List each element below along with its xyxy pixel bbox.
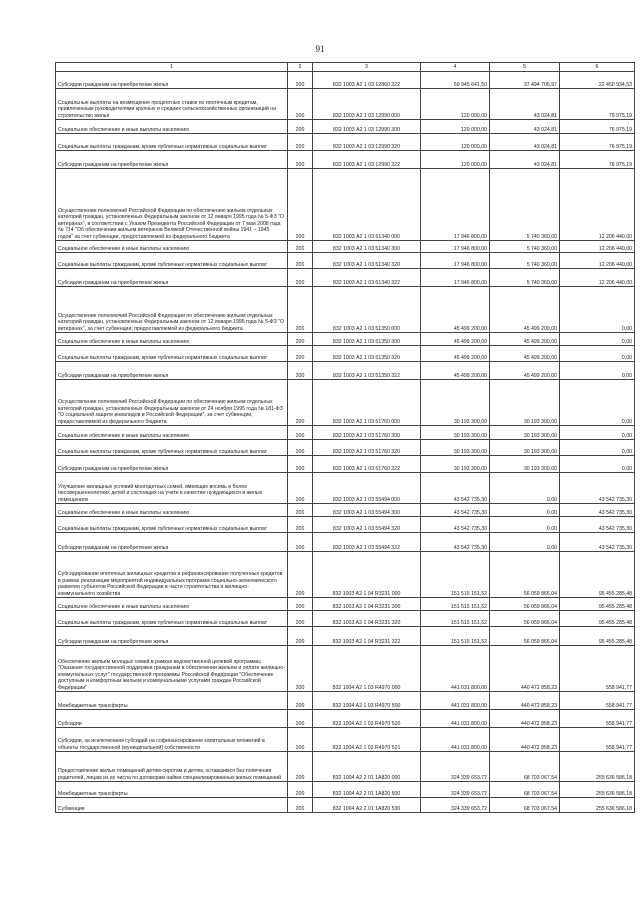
budget-code-cell: 832 1004 А2 1 03 R4970 520 xyxy=(313,710,421,728)
executed-amount-cell: 45 499 200,00 xyxy=(490,333,560,346)
executed-amount-cell: 5 740 360,00 xyxy=(490,253,560,269)
unexecuted-amount-cell: 0,00 xyxy=(560,333,635,346)
approved-amount-cell: 151 515 151,52 xyxy=(421,552,490,598)
table-row xyxy=(56,241,635,253)
table-row xyxy=(56,798,635,813)
expense-name-cell: Обеспечение жильем молодых семей в рамках ведомственной целевой программы "Оказание государственной поддержки гражданам в обеспечении жильем и оплате жилищно-коммунальных услуг" государственной программы Российской Федерации "Обеспечение доступным и комфортным жильем и коммунальными услугами граждан Российской Федерации" xyxy=(56,646,288,692)
approved-amount-cell: 45 499 200,00 xyxy=(421,346,490,362)
expense-name-cell: Субсидирование ипотечных жилищных кредитов и рефинансирование полученных кредитов в рамках реализации мероприятий индивидуальных программ социально-экономического развития субъектов Российской Федерации в части строительства и жилищно-коммунального хозяйства xyxy=(56,552,288,598)
unexecuted-amount-cell: 0,00 xyxy=(560,380,635,426)
budget-code-cell: 832 1003 А2 1 03 51350 320 xyxy=(313,346,421,362)
row-code-cell: 200 xyxy=(288,269,313,287)
row-code-cell: 200 xyxy=(288,253,313,269)
row-code-cell: 200 xyxy=(288,504,313,517)
row-code-cell: 200 xyxy=(288,692,313,710)
approved-amount-cell: 59 945 641,50 xyxy=(421,72,490,89)
column-header-4: 4 xyxy=(421,63,490,72)
budget-code-cell: 832 1003 А2 1 03 12990 000 xyxy=(313,89,421,120)
row-code-cell: 200 xyxy=(288,169,313,241)
expense-name-cell: Социальное обеспечение и иные выплаты населению xyxy=(56,598,288,611)
budget-code-cell: 832 1003 А2 1 03 51340 322 xyxy=(313,269,421,287)
budget-code-cell: 832 1003 А2 1 03 12990 322 xyxy=(313,151,421,169)
unexecuted-amount-cell: 43 542 735,30 xyxy=(560,517,635,533)
executed-amount-cell: 68 703 067,54 xyxy=(490,782,560,798)
budget-code-cell: 832 1003 А2 1 04 R3231 322 xyxy=(313,627,421,646)
expense-name-cell: Осуществление полномочий Российской Федерации по обеспечению жильем отдельных категорий граждан, установленных Федеральным законом от 12 января 1995 года № 5-ФЗ "О ветеранах", в соответствии с Указом Президента Российской Федерации от 7 мая 2008 года № 714 "Об обеспечении жильем ветеранов Великой Отечественной войны 1941 – 1945 годов" за счет субвенции, предоставляемой из федерального бюджета xyxy=(56,169,288,241)
executed-amount-cell: 43 024,81 xyxy=(490,89,560,120)
executed-amount-cell: 43 024,81 xyxy=(490,134,560,151)
approved-amount-cell: 441 031 800,00 xyxy=(421,728,490,752)
approved-amount-cell: 120 000,00 xyxy=(421,151,490,169)
table-row xyxy=(56,611,635,627)
executed-amount-cell: 45 499 200,00 xyxy=(490,287,560,333)
table-row xyxy=(56,287,635,333)
row-code-cell: 200 xyxy=(288,440,313,456)
executed-amount-cell: 440 472 858,23 xyxy=(490,710,560,728)
expense-name-cell: Социальное обеспечение и иные выплаты населению xyxy=(56,426,288,440)
unexecuted-amount-cell: 95 455 285,48 xyxy=(560,552,635,598)
column-header-1: 1 xyxy=(56,63,288,72)
expense-name-cell: Субсидии гражданам на приобретение жилья xyxy=(56,151,288,169)
budget-code-cell: 832 1003 А2 1 03 12990 320 xyxy=(313,134,421,151)
row-code-cell: 200 xyxy=(288,611,313,627)
table-row xyxy=(56,456,635,473)
table-row xyxy=(56,89,635,120)
executed-amount-cell: 30 193 300,00 xyxy=(490,440,560,456)
executed-amount-cell: 5 740 360,00 xyxy=(490,169,560,241)
row-code-cell: 200 xyxy=(288,552,313,598)
row-code-cell: 200 xyxy=(288,241,313,253)
expense-name-cell: Социальные выплаты гражданам, кроме публичных нормативных социальных выплат xyxy=(56,134,288,151)
approved-amount-cell: 43 542 735,30 xyxy=(421,504,490,517)
row-code-cell: 200 xyxy=(288,346,313,362)
row-code-cell: 200 xyxy=(288,380,313,426)
expense-name-cell: Социальное обеспечение и иные выплаты населению xyxy=(56,120,288,134)
unexecuted-amount-cell: 12 206 440,00 xyxy=(560,269,635,287)
table-row xyxy=(56,269,635,287)
executed-amount-cell: 45 499 200,00 xyxy=(490,362,560,380)
budget-code-cell: 832 1003 А2 1 03 55494 300 xyxy=(313,504,421,517)
unexecuted-amount-cell: 0,00 xyxy=(560,362,635,380)
unexecuted-amount-cell: 95 455 285,48 xyxy=(560,627,635,646)
row-code-cell: 200 xyxy=(288,517,313,533)
row-code-cell: 200 xyxy=(288,752,313,782)
unexecuted-amount-cell: 558 941,77 xyxy=(560,728,635,752)
unexecuted-amount-cell: 43 542 735,30 xyxy=(560,473,635,504)
budget-code-cell: 832 1004 А2 1 03 R4970 521 xyxy=(313,728,421,752)
unexecuted-amount-cell: 0,00 xyxy=(560,456,635,473)
approved-amount-cell: 120 000,00 xyxy=(421,120,490,134)
column-header-3: 3 xyxy=(313,63,421,72)
expense-name-cell: Межбюджетные трансферты xyxy=(56,692,288,710)
expense-name-cell: Социальные выплаты гражданам, кроме публичных нормативных социальных выплат xyxy=(56,346,288,362)
expense-name-cell: Социальные выплаты гражданам, кроме публичных нормативных социальных выплат xyxy=(56,611,288,627)
row-code-cell: 200 xyxy=(288,646,313,692)
approved-amount-cell: 441 031 800,00 xyxy=(421,692,490,710)
table-row xyxy=(56,517,635,533)
table-row xyxy=(56,692,635,710)
budget-code-cell: 832 1003 А2 1 04 R3231 320 xyxy=(313,611,421,627)
approved-amount-cell: 45 499 200,00 xyxy=(421,362,490,380)
approved-amount-cell: 43 542 735,30 xyxy=(421,517,490,533)
expense-name-cell: Субсидии гражданам на приобретение жилья xyxy=(56,456,288,473)
budget-code-cell: 832 1004 А2 2 01 1А820 000 xyxy=(313,752,421,782)
approved-amount-cell: 324 339 653,72 xyxy=(421,798,490,813)
row-code-cell: 200 xyxy=(288,333,313,346)
executed-amount-cell: 56 059 866,04 xyxy=(490,611,560,627)
table-row xyxy=(56,151,635,169)
row-code-cell: 200 xyxy=(288,456,313,473)
row-code-cell: 200 xyxy=(288,782,313,798)
approved-amount-cell: 45 499 200,00 xyxy=(421,333,490,346)
row-code-cell: 200 xyxy=(288,72,313,89)
budget-code-cell: 832 1004 А2 1 03 R4970 500 xyxy=(313,692,421,710)
row-code-cell: 200 xyxy=(288,426,313,440)
approved-amount-cell: 151 515 151,52 xyxy=(421,611,490,627)
expense-name-cell: Субсидии гражданам на приобретение жилья xyxy=(56,533,288,552)
table-row xyxy=(56,728,635,752)
table-row xyxy=(56,752,635,782)
approved-amount-cell: 43 542 735,30 xyxy=(421,473,490,504)
executed-amount-cell: 440 472 858,23 xyxy=(490,646,560,692)
unexecuted-amount-cell: 76 975,19 xyxy=(560,120,635,134)
row-code-cell: 200 xyxy=(288,362,313,380)
executed-amount-cell: 43 024,81 xyxy=(490,120,560,134)
executed-amount-cell: 43 024,81 xyxy=(490,151,560,169)
budget-code-cell: 832 1003 А2 1 03 51340 300 xyxy=(313,241,421,253)
executed-amount-cell: 37 494 706,97 xyxy=(490,72,560,89)
row-code-cell: 200 xyxy=(288,598,313,611)
budget-code-cell: 832 1003 А2 1 03 55494 322 xyxy=(313,533,421,552)
unexecuted-amount-cell: 12 206 440,00 xyxy=(560,241,635,253)
row-code-cell: 200 xyxy=(288,151,313,169)
executed-amount-cell: 56 059 866,04 xyxy=(490,598,560,611)
executed-amount-cell: 56 059 866,04 xyxy=(490,552,560,598)
approved-amount-cell: 441 031 800,00 xyxy=(421,710,490,728)
executed-amount-cell: 30 193 300,00 xyxy=(490,426,560,440)
row-code-cell: 200 xyxy=(288,89,313,120)
approved-amount-cell: 324 339 653,72 xyxy=(421,752,490,782)
row-code-cell: 200 xyxy=(288,728,313,752)
unexecuted-amount-cell: 76 975,19 xyxy=(560,89,635,120)
budget-code-cell: 832 1003 А2 1 03 51340 000 xyxy=(313,169,421,241)
row-code-cell: 200 xyxy=(288,473,313,504)
unexecuted-amount-cell: 0,00 xyxy=(560,346,635,362)
expense-name-cell: Субвенции xyxy=(56,798,288,813)
unexecuted-amount-cell: 76 975,19 xyxy=(560,134,635,151)
approved-amount-cell: 45 499 200,00 xyxy=(421,287,490,333)
budget-table xyxy=(55,62,635,813)
row-code-cell: 200 xyxy=(288,120,313,134)
approved-amount-cell: 441 031 800,00 xyxy=(421,646,490,692)
table-row xyxy=(56,598,635,611)
executed-amount-cell: 45 499 200,00 xyxy=(490,346,560,362)
row-code-cell: 200 xyxy=(288,627,313,646)
budget-code-cell: 832 1003 А2 1 03 51350 300 xyxy=(313,333,421,346)
approved-amount-cell: 120 000,00 xyxy=(421,89,490,120)
approved-amount-cell: 17 946 800,00 xyxy=(421,169,490,241)
column-header-6: 6 xyxy=(560,63,635,72)
executed-amount-cell: 0,00 xyxy=(490,533,560,552)
row-code-cell: 200 xyxy=(288,710,313,728)
table-row xyxy=(56,169,635,241)
unexecuted-amount-cell: 255 636 586,18 xyxy=(560,782,635,798)
approved-amount-cell: 324 339 653,72 xyxy=(421,782,490,798)
unexecuted-amount-cell: 43 542 735,30 xyxy=(560,533,635,552)
approved-amount-cell: 30 193 300,00 xyxy=(421,456,490,473)
budget-code-cell: 832 1003 А2 1 03 51760 322 xyxy=(313,456,421,473)
expense-name-cell: Субсидии xyxy=(56,710,288,728)
unexecuted-amount-cell: 12 206 440,00 xyxy=(560,169,635,241)
unexecuted-amount-cell: 76 975,19 xyxy=(560,151,635,169)
unexecuted-amount-cell: 12 206 440,00 xyxy=(560,253,635,269)
budget-code-cell: 832 1003 А2 1 03 51350 322 xyxy=(313,362,421,380)
executed-amount-cell: 0,00 xyxy=(490,473,560,504)
table-row xyxy=(56,253,635,269)
row-code-cell: 200 xyxy=(288,533,313,552)
approved-amount-cell: 120 000,00 xyxy=(421,134,490,151)
unexecuted-amount-cell: 558 941,77 xyxy=(560,692,635,710)
executed-amount-cell: 5 740 360,00 xyxy=(490,241,560,253)
expense-name-cell: Осуществление полномочий Российской Федерации по обеспечению жильем отдельных категорий граждан, установленных Федеральным законом от 12 января 1995 года № 5-ФЗ "О ветеранах", за счет субвенции, предоставляемой из федерального бюджета xyxy=(56,287,288,333)
approved-amount-cell: 17 946 800,00 xyxy=(421,269,490,287)
budget-code-cell: 832 1003 А2 1 03 12990 300 xyxy=(313,120,421,134)
unexecuted-amount-cell: 95 455 285,48 xyxy=(560,611,635,627)
expense-name-cell: Субсидии гражданам на приобретение жилья xyxy=(56,362,288,380)
executed-amount-cell: 30 193 300,00 xyxy=(490,456,560,473)
executed-amount-cell: 56 059 866,04 xyxy=(490,627,560,646)
executed-amount-cell: 0,00 xyxy=(490,504,560,517)
expense-name-cell: Субсидии гражданам на приобретение жилья xyxy=(56,269,288,287)
expense-name-cell: Социальное обеспечение и иные выплаты населению xyxy=(56,241,288,253)
budget-code-cell: 832 1003 А2 1 03 55494 320 xyxy=(313,517,421,533)
row-code-cell: 200 xyxy=(288,287,313,333)
table-row xyxy=(56,473,635,504)
budget-code-cell: 832 1004 А2 2 01 1А820 500 xyxy=(313,782,421,798)
table-row xyxy=(56,120,635,134)
expense-name-cell: Межбюджетные трансферты xyxy=(56,782,288,798)
expense-name-cell: Социальные выплаты на возмещение процентных ставок по ипотечным кредитам, привлеченным руководителями крупных и средних сельскохозяйственных организаций на строительство жилья xyxy=(56,89,288,120)
unexecuted-amount-cell: 22 450 934,53 xyxy=(560,72,635,89)
unexecuted-amount-cell: 0,00 xyxy=(560,440,635,456)
unexecuted-amount-cell: 0,00 xyxy=(560,426,635,440)
expense-name-cell: Социальное обеспечение и иные выплаты населению xyxy=(56,333,288,346)
table-row xyxy=(56,346,635,362)
expense-name-cell: Субсидии, за исключением субсидий на софинансирование капитальных вложений в объекты государственной (муниципальной) собственности xyxy=(56,728,288,752)
executed-amount-cell: 5 740 360,00 xyxy=(490,269,560,287)
expense-name-cell: Социальные выплаты гражданам, кроме публичных нормативных социальных выплат xyxy=(56,440,288,456)
table-row xyxy=(56,440,635,456)
budget-code-cell: 832 1003 А2 1 04 R3231 000 xyxy=(313,552,421,598)
expense-name-cell: Социальное обеспечение и иные выплаты населению xyxy=(56,504,288,517)
budget-code-cell: 832 1003 А2 1 03 55494 000 xyxy=(313,473,421,504)
budget-code-cell: 832 1003 А2 1 04 R3231 300 xyxy=(313,598,421,611)
unexecuted-amount-cell: 43 542 735,30 xyxy=(560,504,635,517)
table-row xyxy=(56,72,635,89)
row-code-cell: 200 xyxy=(288,798,313,813)
executed-amount-cell: 68 703 067,54 xyxy=(490,752,560,782)
table-row xyxy=(56,134,635,151)
budget-code-cell: 832 1004 А2 2 01 1А820 530 xyxy=(313,798,421,813)
table-row xyxy=(56,426,635,440)
expense-name-cell: Субсидии гражданам на приобретение жилья xyxy=(56,627,288,646)
executed-amount-cell: 68 703 067,54 xyxy=(490,798,560,813)
table-row xyxy=(56,710,635,728)
column-header-2: 2 xyxy=(288,63,313,72)
unexecuted-amount-cell: 95 455 285,48 xyxy=(560,598,635,611)
executed-amount-cell: 30 193 300,00 xyxy=(490,380,560,426)
unexecuted-amount-cell: 0,00 xyxy=(560,287,635,333)
approved-amount-cell: 30 193 300,00 xyxy=(421,426,490,440)
approved-amount-cell: 151 515 151,52 xyxy=(421,627,490,646)
table-row xyxy=(56,782,635,798)
unexecuted-amount-cell: 255 636 586,18 xyxy=(560,798,635,813)
table-row xyxy=(56,333,635,346)
expense-name-cell: Осуществление полномочий Российской Федерации по обеспечению жильем отдельных категорий граждан, установленных Федеральным законом от 24 ноября 1995 года № 181-ФЗ "О социальной защите инвалидов в Российской Федерации", за счет субвенции, предоставляемой из федерального бюджета xyxy=(56,380,288,426)
unexecuted-amount-cell: 558 941,77 xyxy=(560,646,635,692)
table-row xyxy=(56,627,635,646)
unexecuted-amount-cell: 255 636 586,18 xyxy=(560,752,635,782)
unexecuted-amount-cell: 558 941,77 xyxy=(560,710,635,728)
column-header-5: 5 xyxy=(490,63,560,72)
budget-code-cell: 832 1004 А2 1 03 R4970 000 xyxy=(313,646,421,692)
column-header-row xyxy=(56,63,635,72)
approved-amount-cell: 151 515 151,52 xyxy=(421,598,490,611)
table-row xyxy=(56,362,635,380)
approved-amount-cell: 43 542 735,30 xyxy=(421,533,490,552)
row-code-cell: 200 xyxy=(288,134,313,151)
page-number: 91 xyxy=(315,44,325,54)
approved-amount-cell: 30 193 300,00 xyxy=(421,380,490,426)
expense-name-cell: Социальные выплаты гражданам, кроме публичных нормативных социальных выплат xyxy=(56,517,288,533)
expense-name-cell: Улучшение жилищных условий многодетных семей, имеющих восемь и более несовершеннолетних детей и состоящих на учете в качестве нуждающихся в жилых помещениях xyxy=(56,473,288,504)
budget-code-cell: 832 1003 А2 1 03 51340 320 xyxy=(313,253,421,269)
budget-code-cell: 832 1003 А2 1 03 51350 000 xyxy=(313,287,421,333)
approved-amount-cell: 30 193 300,00 xyxy=(421,440,490,456)
budget-code-cell: 832 1003 А2 1 03 51760 000 xyxy=(313,380,421,426)
budget-code-cell: 832 1003 А2 1 03 51760 320 xyxy=(313,440,421,456)
table-row xyxy=(56,533,635,552)
expense-name-cell: Социальные выплаты гражданам, кроме публичных нормативных социальных выплат xyxy=(56,253,288,269)
budget-code-cell: 832 1003 А2 1 03 12860 322 xyxy=(313,72,421,89)
executed-amount-cell: 440 472 858,23 xyxy=(490,692,560,710)
executed-amount-cell: 440 472 858,23 xyxy=(490,728,560,752)
table-row xyxy=(56,646,635,692)
executed-amount-cell: 0,00 xyxy=(490,517,560,533)
budget-code-cell: 832 1003 А2 1 03 51760 300 xyxy=(313,426,421,440)
table-body xyxy=(56,72,635,813)
table-row xyxy=(56,552,635,598)
expense-name-cell: Субсидии гражданам на приобретение жилья xyxy=(56,72,288,89)
table-row xyxy=(56,380,635,426)
expense-name-cell: Предоставление жилых помещений детям-сиротам и детям, оставшимся без попечения родителей, лицам из их числа по договорам найма специализированных жилых помещений xyxy=(56,752,288,782)
approved-amount-cell: 17 946 800,00 xyxy=(421,253,490,269)
table-row xyxy=(56,504,635,517)
approved-amount-cell: 17 946 800,00 xyxy=(421,241,490,253)
